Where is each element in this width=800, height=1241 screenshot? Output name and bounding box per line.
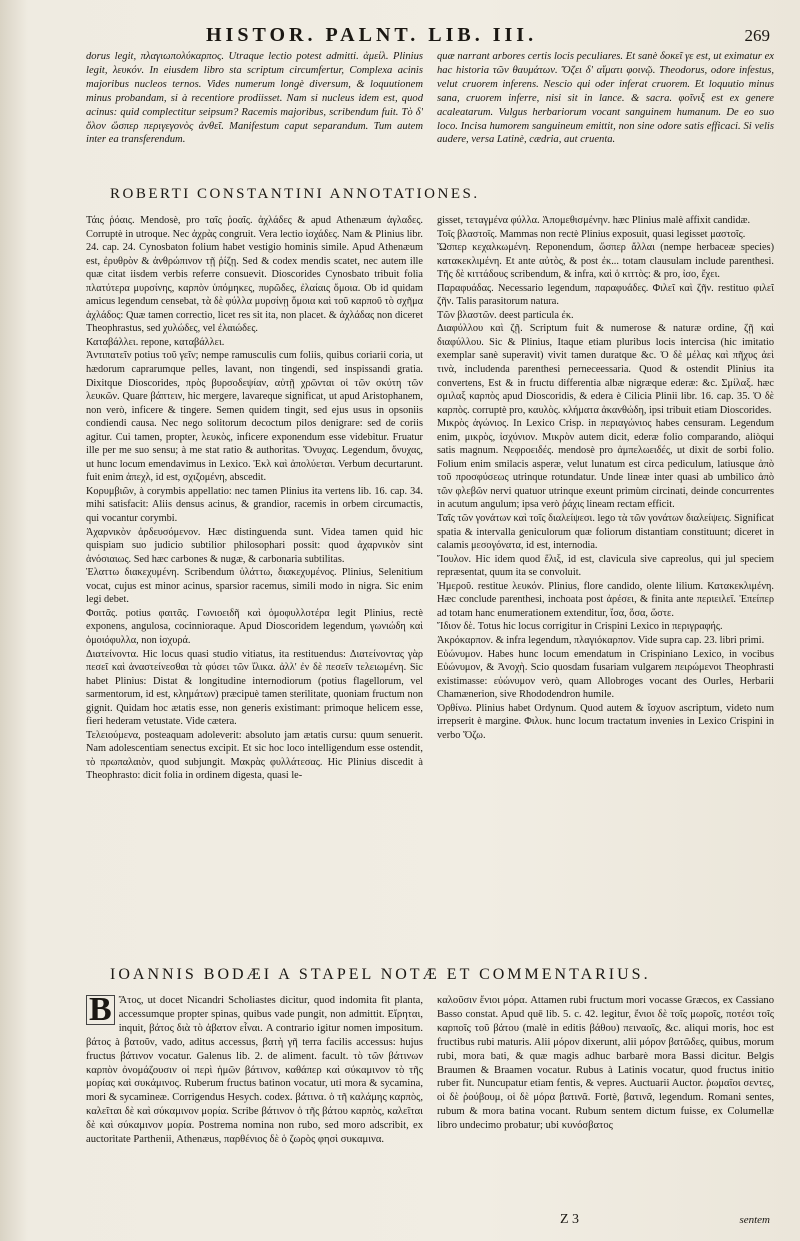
annotation-paragraph: Διατείνοντα. Hic locus quasi studio vitiatus, ita restituendus: Διατείνοντας γὰρ πεσεῖ καὶ ἀναστείνεσθαι τὰ φύσει τῶν ἴλικα. ἀλλ' ἐν δὲ πεσεῖν τελειωμένη. Sic habet Plinius: Distat & longitudine internodiorum (potius flagellorum, vel sarmentorum, id est, κλημάτων) præcipuè tamen sterilitate, quoniam fructum non gignit. Quidam hoc ætatis esse, non generis existimant: primoque helicem esse, fieri hederam vetustate. Vide cætera.: [86, 648, 423, 728]
annotation-paragraph: Τελειούμενα, posteaquam adoleverit: absoluto jam ætatis cursu: quum senuerit. Nam adolescentiam senectus excipit. Et sic hoc loco intelligendum esse ostendit, τὸ πρωπαλαιὸν, quod subjungit. Μακρὰς φυλλάτεσας. Hic Plinius discedit à Theophrasto: dicit folia in ordinem digesta, quasi le-: [86, 729, 423, 782]
commentary-left-text: [86, 994, 423, 1147]
annotation-paragraph: Ταῖς τῶν γονάτων καὶ τοῖς διαλείψεσι. lego τὰ τῶν γονάτων διαλείψεις. Significat spatia & intervalla geniculorum quæ foliorum distantiam constituunt; diceret in calamis μεσογόνατα, id est, internodia.: [437, 513, 774, 552]
annotation-paragraph: Καταβάλλει. repone, καταβάλλει.: [86, 336, 225, 348]
annotations-left-column: [86, 214, 423, 1014]
annotation-paragraph: Ὥσπερ κεχαλκωμένη. Reponendum, ὥσπερ ἄλλαι (nempe herbaceæ species) κατακεκλιμένη. Et ante αὐτὸς, & post ἐκ... totam clausulam include parenthesi. Τῆς δὲ κιττάδους scribendum, & infra, καὶ ὁ κιττὸς: & pro, ἰσο, ἔχει.: [437, 242, 774, 281]
top-text-columns: [86, 50, 774, 178]
top-right-text: quæ narrant arbores certis locis peculiares. Et sanè δοκεῖ γε est, ut eximatur ex hac historia τῶν θαυμάτων. Ὄζει δ' αἵματι φοινῷ. Theodorus, odore infestus, velut cruorem inferens. Nescio qui oder inferat cruorem. Et loquutio minus sana, cruorem inferre, nisi sit in lance. & sacra. φοῖνιξ est ex genere acaleatarum. Vulgus herbariorum vocant sanguinem humanum. De eo suo loco. Incisa humorem sanguineum emittit, non sine odore satis efficaci. Si velis audere, versa Latinè, cædria, aut cruenta.: [437, 51, 774, 146]
running-title: HISTOR. PALNT. LIB. III.: [206, 24, 538, 46]
section-heading-constantini: ROBERTI CONSTANTINI ANNOTATIONES.: [110, 186, 480, 202]
running-head: [86, 24, 776, 52]
annotations-columns: [86, 214, 774, 1014]
annotations-right-column: [437, 214, 774, 1014]
section-heading-bodaei: IOANNIS BODÆI A STAPEL NOTÆ ET COMMENTARIUS.: [110, 966, 651, 983]
annotation-paragraph: Διαφύλλου καὶ ζῇ. Scriptum fuit & numerose & naturæ ordine, ζῇ καὶ διαφύλλου. Sic & Plinius, Itaque etiam pluribus locis intercisa (hic imitatio exemplar sanè superavit) vivit tamen duratque &c. Ὁ δὲ μέλας καὶ πῆχυς ἀεὶ τινὰ, includenda parenthesi perneceessaria. Quod & ostendit Plinius ita convertens, Est & in fructu differentia albæ nigræque ederæ: &c. Σμίλαξ. hæc σμιλαξ καρπὸς apud Dioscoridis, & edera è Cilicia Plinii libr. 16. cap. 35. Ὁ δὲ καρπὸς. corruptè pro, καυλὸς. κλήματα ἀκανθώδη, ipsi tribuit etiam Dioscorides.: [437, 323, 774, 416]
annotation-paragraph: gisset, τεταγμένα φύλλα. Ἀπομεθισμένην. hæc Plinius malè affixit candidæ.: [437, 215, 751, 226]
annotation-paragraph: Τοῖς βλαστοῖς. Mammas non rectè Plinius exposuit, quasi legisset μαστοῖς.: [437, 228, 746, 240]
top-left-column: [86, 50, 423, 178]
commentary-left-body: Ἄτος, ut docet Nicandri Scholiastes dicitur, quod indomita fit planta, accessumque propter spinas, quibus vade pungit, non admittit. Εἴρηται, inquit, βάτος διὰ τὸ ἀβατον εἶναι. A contrario igitur nomen impositum. βάτος à βατοῦν, vado, aditus accessus, βατὴ γῆ terra facilis accessus: hujus fructus βάτινον vocatur. Galenus lib. 2. de aliment. facult. τὸ τῶν βάτινων καρπὸν ὀνομάζουσιν οἱ περὶ ἡμῶν βάτινον, καθάπερ καὶ σύκαμινον τὸ τῆς μορίας καὶ συκάμινος. Ruberum fructus batinon vocatur, uti mora & sycamina, mori & sycamineæ. Corrigendus Hesych. codex. βάτινα. ὁ τῆ καλάμης καρπὸς, καλεῖται δὲ καὶ σύκαμινον μορία. Scribe βάτινον ὁ τῆς βάτου καρπὸς, καλεῖται δὲ καὶ σύκαμινον μορία. Postrema nomina non rubo, sed moro adscribit, ex auctoritate Parthenii, Athenæus, παρθένιος δὲ ὁ ζωρὸς φησὶ συκαμινα.: [86, 995, 423, 1146]
annotation-paragraph: Τῶν βλαστῶν. deest particula ἐκ.: [437, 309, 574, 321]
annotation-paragraph: Ἐλαττω διακεχυμένη. Scribendum ὑλάττω, διακεχυμένος. Plinius, Selenitium vocat, cujus est minor acinus, sparsior racemus, simili modo in nigra. Sic enim legi debet.: [86, 567, 423, 606]
annotation-paragraph: Παραφυάδας. Necessario legendum, παραφυάδες. Φιλεῖ καὶ ζῆν. restituo φιλεῖ ζῆν. Talis parasitorum natura.: [437, 282, 774, 308]
annotation-paragraph: Εὐώνυμον. Habes hunc locum emendatum in Crispiniano Lexico, in vocibus Εὐώνυμον, & Ἀνοχὴ. Scio quosdam fusariam vulgarem πειρώμενοι Theophrasti existimasse: εὐώνυμον verò, quam Allobroges vocant des Ourles, Herbarii Chamænerion, sive Rhododendron humile.: [437, 648, 774, 701]
annotation-paragraph: Ἀκρόκαρπον. & infra legendum, πλαγιόκαρπον. Vide supra cap. 23. libri primi.: [437, 634, 765, 646]
annotation-paragraph: Μικρὸς ἀγώνιος. In Lexico Crisp. in περιαγώνιος habes censuram. Legendum enim, μικρὸς, ἰσχύνιον. Μικρὸν autem dicit, ederæ folio comparando, aliòqui satis magnum. Νεφροειδές. mendosè pro ἀμπελωειδές, ut dixit de sorbi folio. Folium enim smilacis asperæ, velut lunatum est circa pediculum, latiusque ἀπὸ τοῦ προσφύσεως utrinque rotundatur. Unde lineæ inter quasi ab umbilico ἀπὸ τῶν φλεβῶν nervi quatuor utrinque exeunt primùm circinati, deinde concurrentes in acutum angulum; ipsa verò ῥάχις lineam rectam efficit.: [437, 418, 774, 511]
drop-cap-initial: B: [86, 995, 115, 1025]
page-number: 269: [744, 26, 770, 45]
annotation-paragraph: Ἴδιον δὲ. Totus hic locus corrigitur in Crispini Lexico in περιγραφής.: [437, 621, 723, 633]
annotation-paragraph: Κορυμβιῶν, à corymbis appellatio: nec tamen Plinius ita vertens lib. 16. cap. 34. mihi satisfacit: Aliis densus acinus, & grandior, racemis in orbem circumactis, qui vocantur corymbi.: [86, 485, 423, 525]
top-right-column: [437, 50, 774, 178]
commentary-columns: [86, 994, 774, 1220]
annotation-paragraph: Φοιτᾶς. potius φαιτᾶς. Γωνιοειδῆ καὶ ὁμοφυλλοτέρα legit Plinius, rectè exponens, angulosa, cocinnioraque. Apud Dioscoridem legendum, γωνιώδη καὶ ὁμοιόφυλλα, non ἰσχυρά.: [86, 607, 423, 646]
commentary-left-column: [86, 994, 423, 1220]
annotation-paragraph: Ὀρθίνω. Plinius habet Ordynum. Quod autem & ἴσχυον ascriptum, videto num irrepserit è margine. Φιλυκ. hunc locum tractatum invenies in Lexico Crispini in verbo Ὄζω.: [437, 702, 774, 741]
annotation-paragraph: Τάις ῥόαις. Mendosè, pro ταῖς ῥοαῖς. ἀχλάδες & apud Athenæum ἀγλαδες. Corruptè in utroque. Nec ἀχρὰς congruit. Vera lectio ἰσχάδες. Nam & Plinius libr. 24. cap. 24. Cynosbaton folium habet vestigio hominis simile. Apud Athenæum est, ἐρυθρὸν & ἀνθρώπινον τῇ ῥίζῃ. Sed & codex mendis scatet, nec autem ille quæ citat iisdem verbis referre consuevit. Dioscorides Cynosbato tribuit folia πλατύτερα μυρσίνης, καρπὸν ὑπόμηκες, πυρῶδες, ἐλαίαις ὅμοια. Ob id quidam amicus legendum censebat, τὰ δὲ φύλλα μυρσίνῃ ὅμοια καὶ τοῦ καρποῦ τὸ σχῆμα ἀχλάδος: Quæ tamen correctio, licet res sit ita, non placet. & ἀχλάδας non diceret Theophrastus, sed χυλώδες, vel ἐλαιώδες.: [86, 215, 423, 335]
annotation-paragraph: Ἡμεροῦ. restitue λευκόν. Plinius, flore candido, olente lilium. Κατακεκλιμένη. Hæc conclude parenthesi, inchoata post ἀρέσει, & finita ante περιειλεῖ. Ἐπείπερ ad totam hanc enumerationem extenditur, ἴσα, ὅσα, ὥστε.: [437, 580, 774, 619]
commentary-right-text: καλοῦσιν ἔνιοι μόρα. Attamen rubi fructum mori vocasse Græcos, ex Cassiano Basso constat. Apud quē lib. 5. c. 42. legitur, ἔνιοι δὲ τοῖς μωροῖς, ποτέσι τοῖς καρποῖς τοῦ βάτου (malè in editis βάθου) πειναοῖς, &c. aliqui moris, hoc est fructibus rubi maturis. Alii μόρον dixerunt, alii μόρον βατῶδες, quibus, morum rubi, mora bati, & quæ magis adhuc barbarè mora Bassi dicitur. Belgis Braumen & Braamen vocatur. Rubus à Latinis vocatur, quod fructus initio ruber fit. Nuncupatur etiam fentis, & vepres. Auctuarii Auctor. ῥωμαῖοι σεντες, οἱ δὲ ῥούβουμ, οἱ δὲ μόρα βατινᾶ. Fortè, βατινᾶ, legendum. Romani sentes, rubum & mora batina vocant. Rubum sentem dictum fuisse, ex Columellæ libro undecimo probatur; ubi κυνόσβατος: [437, 995, 774, 1132]
commentary-right-column: [437, 994, 774, 1220]
catchword: sentem: [739, 1214, 770, 1226]
top-left-text: dorus legit, πλαγιωπολύκαρπος. Utraque lectio potest admitti. ἀμείλ. Plinius legit, λευκόν. In eiusdem libro sta scriptum circumfertur, Complexa acinis majoribus nucleos ternos. Vides numerum longè diversum, & loquutionem minus probandam, si à recentiore prodiisset. Nam si nucleus idem est, quod acinus: quid complectitur seipsum? Racemis majoribus, scribendum fuit. Τὸ δ' ὅλον ὥσπερ περιγεγονὸς ἀνθεῖ. Manifestum caput separandum. Tum autem inter ea transferendum.: [86, 51, 423, 146]
annotation-paragraph: Ἀχαρνικὸν ἀρδευσόμενον. Hæc distinguenda sunt. Videa tamen quid hic quispiam suo judicio subtilior philosophari possit: quod ἀχαρνικὸν sint ἀνόσιαιως. Sed hæc carbones & nugæ, & carbonaria subtilitas.: [86, 526, 423, 565]
annotation-paragraph: Ἀντιπατεῖν potius τοῦ γεῖν; nempe ramusculis cum foliis, quibus coriarii coria, ut hædorum caprarumque pelles, lavant, non tingendi, sed inspissandi gratia. Dixitque Dioscorides, πρὸς βυρσοδεψίαν, αὐτῇ χρῶνται οἱ τῶν σκύτη τῶν λευκῶν. Quare βάπτειν, hic mergere, lavareque significat, ut apud Aristophanem, non verò, inficere & tingere. Semen quidem tingit, sed ejus usus in opsoniis condiendi causa. Nec nego solitorum decoctum pilos denigrare: sed de coriis agitur. Cui tamen, propter, λευκὸς, inficere exponendum esse videbitur. Fruatur ille per me suo sensu; à me stat ratio & authoritas. Ὄνυχας. Legendum, ὄνυχας, ut hunc locum emendavimus in Lexico. Ἐκλ καὶ ἀπολύεται. Verbum decurtarunt. fuit enim ἀπεχλ, id est, σχιζομένη, abscedit.: [86, 350, 423, 484]
annotation-paragraph: Ἴουλον. Hic idem quod ἕλιξ, id est, clavicula sive capreolus, qui jul speciem repræsentat, quum ita se convoluit.: [437, 553, 774, 579]
signature-mark: Z 3: [560, 1212, 580, 1227]
